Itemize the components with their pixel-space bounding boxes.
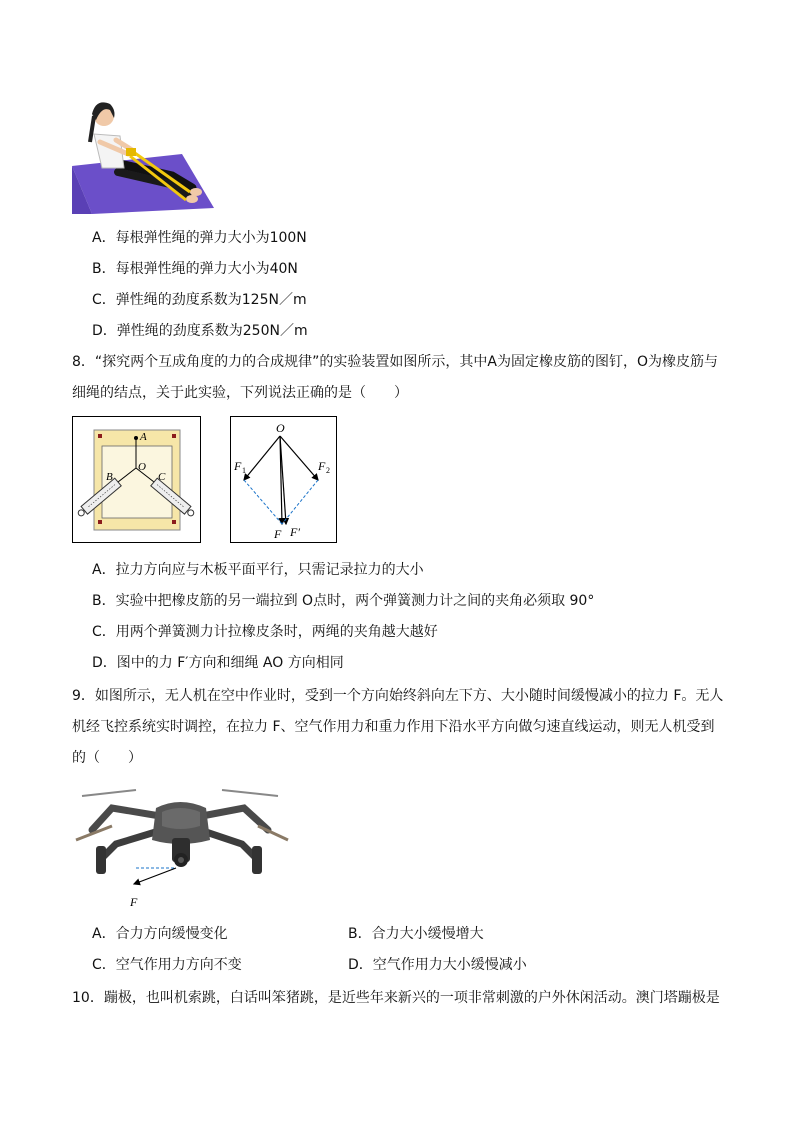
label-f-drone: F <box>130 895 138 909</box>
q9-option-c: C．空气作用力方向不变 <box>92 957 242 973</box>
label-c: C <box>158 471 166 483</box>
q8-stem-line1: 8．“探究两个互成角度的力的合成规律”的实验装置如图所示，其中A为固定橡皮筋的图钉，O为橡皮筋与 <box>72 354 719 370</box>
label-f: F <box>274 527 282 541</box>
q9-option-d: D．空气作用力大小缓慢减小 <box>348 957 527 973</box>
label-b: B <box>106 471 113 483</box>
q8-option-b: B．实验中把橡皮筋的另一端拉到 O点时，两个弹簧测力计之间的夹角必须取 90° <box>92 593 595 609</box>
q7-option-a: A．每根弹性绳的弹力大小为100N <box>92 230 307 246</box>
label-f1: F <box>234 459 242 473</box>
drone-figure <box>72 786 292 912</box>
exercise-photo <box>72 96 214 216</box>
q7-option-d: D．弹性绳的劲度系数为250N／m <box>92 323 308 339</box>
q8-option-c: C．用两个弹簧测力计拉橡皮条时，两绳的夹角越大越好 <box>92 624 438 640</box>
label-o: O <box>138 461 146 473</box>
q9-stem-line2: 机经飞控系统实时调控，在拉力 F、空气作用力和重力作用下沿水平方向做匀速直线运动，则无人机受到 <box>72 719 715 735</box>
q7-option-b: B．每根弹性绳的弹力大小为40N <box>92 261 298 277</box>
apparatus-figure <box>72 416 202 544</box>
label-f1-sub: 1 <box>242 466 246 475</box>
q9-option-b: B．合力大小缓慢增大 <box>348 926 484 942</box>
q9-stem-line1: 9．如图所示，无人机在空中作业时，受到一个方向始终斜向左下方、大小随时间缓慢减小的拉力 F。无人 <box>72 688 724 704</box>
q8-option-d: D．图中的力 F′方向和细绳 AO 方向相同 <box>92 655 344 671</box>
q9-stem-line3: 的（ ） <box>72 750 142 766</box>
q8-stem-line2: 细绳的结点，关于此实验，下列说法正确的是（ ） <box>72 385 408 401</box>
label-a: A <box>140 431 147 443</box>
force-diagram <box>230 416 338 544</box>
q9-option-a: A．合力方向缓慢变化 <box>92 926 228 942</box>
label-f2-sub: 2 <box>326 466 330 475</box>
q10-stem-line1: 10．蹦极，也叫机索跳，白话叫笨猪跳，是近些年来新兴的一项非常刺激的户外休闲活动。澳门塔蹦极是 <box>72 990 720 1006</box>
label-f-prime: F′ <box>290 525 300 539</box>
q7-option-c: C．弹性绳的劲度系数为125N／m <box>92 292 307 308</box>
label-f2: F <box>318 459 326 473</box>
q8-option-a: A．拉力方向应与木板平面平行，只需记录拉力的大小 <box>92 562 424 578</box>
label-o-force: O <box>276 421 285 435</box>
